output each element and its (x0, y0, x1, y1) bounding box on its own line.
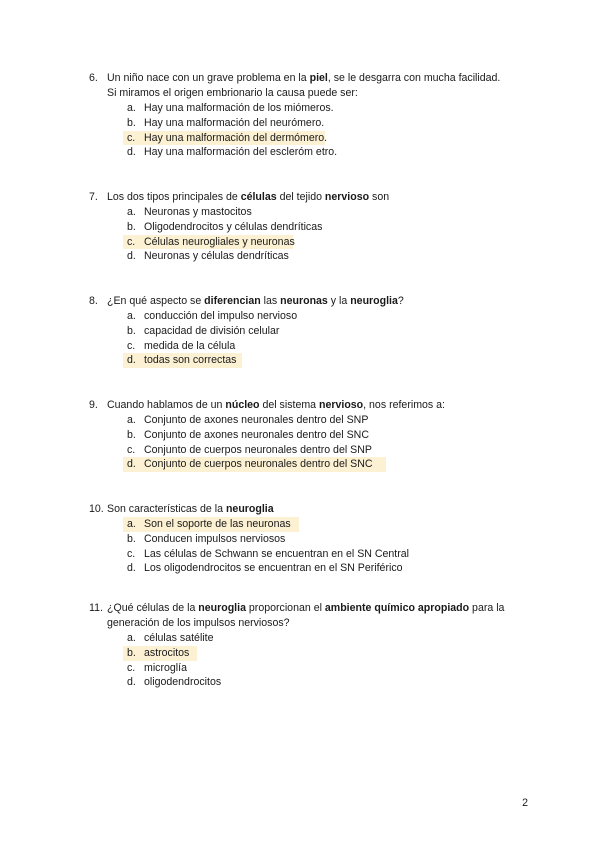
options-list (89, 205, 549, 264)
question-6 (89, 71, 549, 160)
options-list (89, 517, 549, 576)
options-list (89, 101, 549, 160)
option-a-highlighted: a. Son el soporte de las neuronas (89, 517, 549, 532)
option-c: c. microglía (127, 661, 187, 674)
question-number: 9. (89, 399, 98, 411)
question-9 (89, 398, 549, 472)
question-text: 7. Los dos tipos principales de células del tejido nervioso son (89, 191, 390, 203)
option-c-highlighted: c. Hay una malformación del dermómero. (89, 131, 549, 146)
option-c: c. Conjunto de cuerpos neuronales dentro del SNP (127, 443, 372, 456)
page-number: 2 (522, 797, 528, 809)
option-d: d. Neuronas y células dendríticas (127, 250, 289, 263)
options-list (89, 413, 549, 472)
option-b: b. Hay una malformación del neurómero. (127, 116, 325, 129)
option-b-highlighted: b. astrocitos (89, 646, 549, 661)
question-text: 6. Un niño nace con un grave problema en la piel, se le desgarra con mucha facilidad. Si miramos el origen embrionario la causa puede ser: (89, 72, 501, 99)
option-a: a. Neuronas y mastocitos (127, 206, 252, 218)
options-list (89, 309, 549, 368)
question-number: 6. (89, 72, 98, 84)
option-c: c. Las células de Schwann se encuentran en el SN Central (127, 547, 410, 560)
question-10 (89, 502, 549, 576)
option-d: d. oligodendrocitos (127, 676, 222, 689)
question-text: 10. Son características de la neuroglia (89, 503, 274, 515)
question-number: 8. (89, 295, 98, 307)
option-d-highlighted: d. todas son correctas (89, 353, 549, 368)
question-11 (89, 601, 549, 690)
options-list (89, 631, 549, 690)
option-a: a. Conjunto de axones neuronales dentro del SNP (127, 414, 369, 426)
question-7 (89, 190, 549, 264)
option-b: b. Conducen impulsos nerviosos (127, 532, 286, 545)
option-d-highlighted: d. Conjunto de cuerpos neuronales dentro del SNC (89, 457, 549, 472)
question-text: 9. Cuando hablamos de un núcleo del sistema nervioso, nos referimos a: (89, 399, 445, 411)
option-c: c. medida de la célula (127, 339, 236, 352)
question-text: 8. ¿En qué aspecto se diferencian las neuronas y la neuroglia? (89, 295, 404, 307)
question-8 (89, 294, 549, 368)
option-a: a. células satélite (127, 632, 214, 644)
option-a: a. conducción del impulso nervioso (127, 310, 298, 322)
option-b: b. Oligodendrocitos y células dendríticas (127, 220, 323, 233)
question-text: 11. ¿Qué células de la neuroglia proporcionan el ambiente químico apropiado para la generación de los impulsos nerviosos? (89, 602, 505, 629)
question-number: 10. (89, 503, 104, 515)
question-number: 7. (89, 191, 98, 203)
option-d: d. Hay una malformación del escleróm etro. (127, 146, 338, 159)
option-d: d. Los oligodendrocitos se encuentran en el SN Periférico (127, 562, 403, 575)
option-c-highlighted: c. Células neurogliales y neuronas (89, 235, 549, 250)
option-b: b. capacidad de división celular (127, 324, 280, 337)
option-a: a. Hay una malformación de los miómeros. (127, 102, 334, 114)
option-b: b. Conjunto de axones neuronales dentro del SNC (127, 428, 369, 441)
question-number: 11. (89, 602, 103, 614)
